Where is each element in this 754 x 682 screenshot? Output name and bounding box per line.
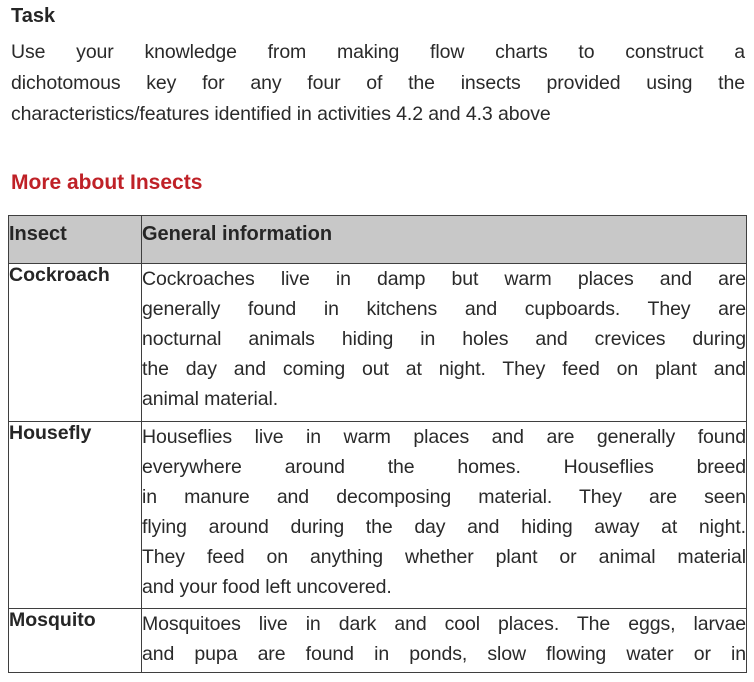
text-line: generally found in kitchens and cupboards. They are <box>142 298 746 320</box>
text-line: They feed on anything whether plant or animal material <box>142 546 746 568</box>
insect-name-cell: Housefly <box>9 422 142 609</box>
column-header-general-information: General information <box>142 216 747 264</box>
table-row <box>9 264 747 422</box>
task-heading: Task <box>11 5 56 27</box>
insect-info-cell <box>142 422 747 609</box>
column-header-insect: Insect <box>9 216 142 264</box>
text-line: Use your knowledge from making flow charts to construct a <box>11 41 745 63</box>
text-line: the day and coming out at night. They feed on plant and <box>142 358 746 380</box>
insect-name-cell: Mosquito <box>9 609 142 673</box>
insect-name-cell: Cockroach <box>9 264 142 422</box>
text-line: and your food left uncovered. <box>142 576 392 598</box>
text-line: everywhere around the homes. Houseflies breed <box>142 456 746 478</box>
insects-table <box>8 215 747 673</box>
text-line: and pupa are found in ponds, slow flowing water or in <box>142 643 746 665</box>
text-line: Mosquitoes live in dark and cool places. The eggs, larvae <box>142 613 746 635</box>
table-row <box>9 422 747 609</box>
insect-info-cell <box>142 609 747 673</box>
table-row <box>9 609 747 673</box>
text-line: Houseflies live in warm places and are generally found <box>142 426 746 448</box>
text-line: flying around during the day and hiding away at night. <box>142 516 746 538</box>
table-header-row <box>9 216 747 264</box>
text-line: in manure and decomposing material. They are seen <box>142 486 746 508</box>
insect-info-cell <box>142 264 747 422</box>
section-heading-more-about-insects: More about Insects <box>11 171 203 194</box>
text-line: nocturnal animals hiding in holes and crevices during <box>142 328 746 350</box>
text-line: characteristics/features identified in activities 4.2 and 4.3 above <box>11 103 551 125</box>
task-paragraph <box>11 37 745 130</box>
text-line: Cockroaches live in damp but warm places and are <box>142 268 746 290</box>
text-line: animal material. <box>142 388 279 410</box>
text-line: dichotomous key for any four of the insects provided using the <box>11 72 745 94</box>
